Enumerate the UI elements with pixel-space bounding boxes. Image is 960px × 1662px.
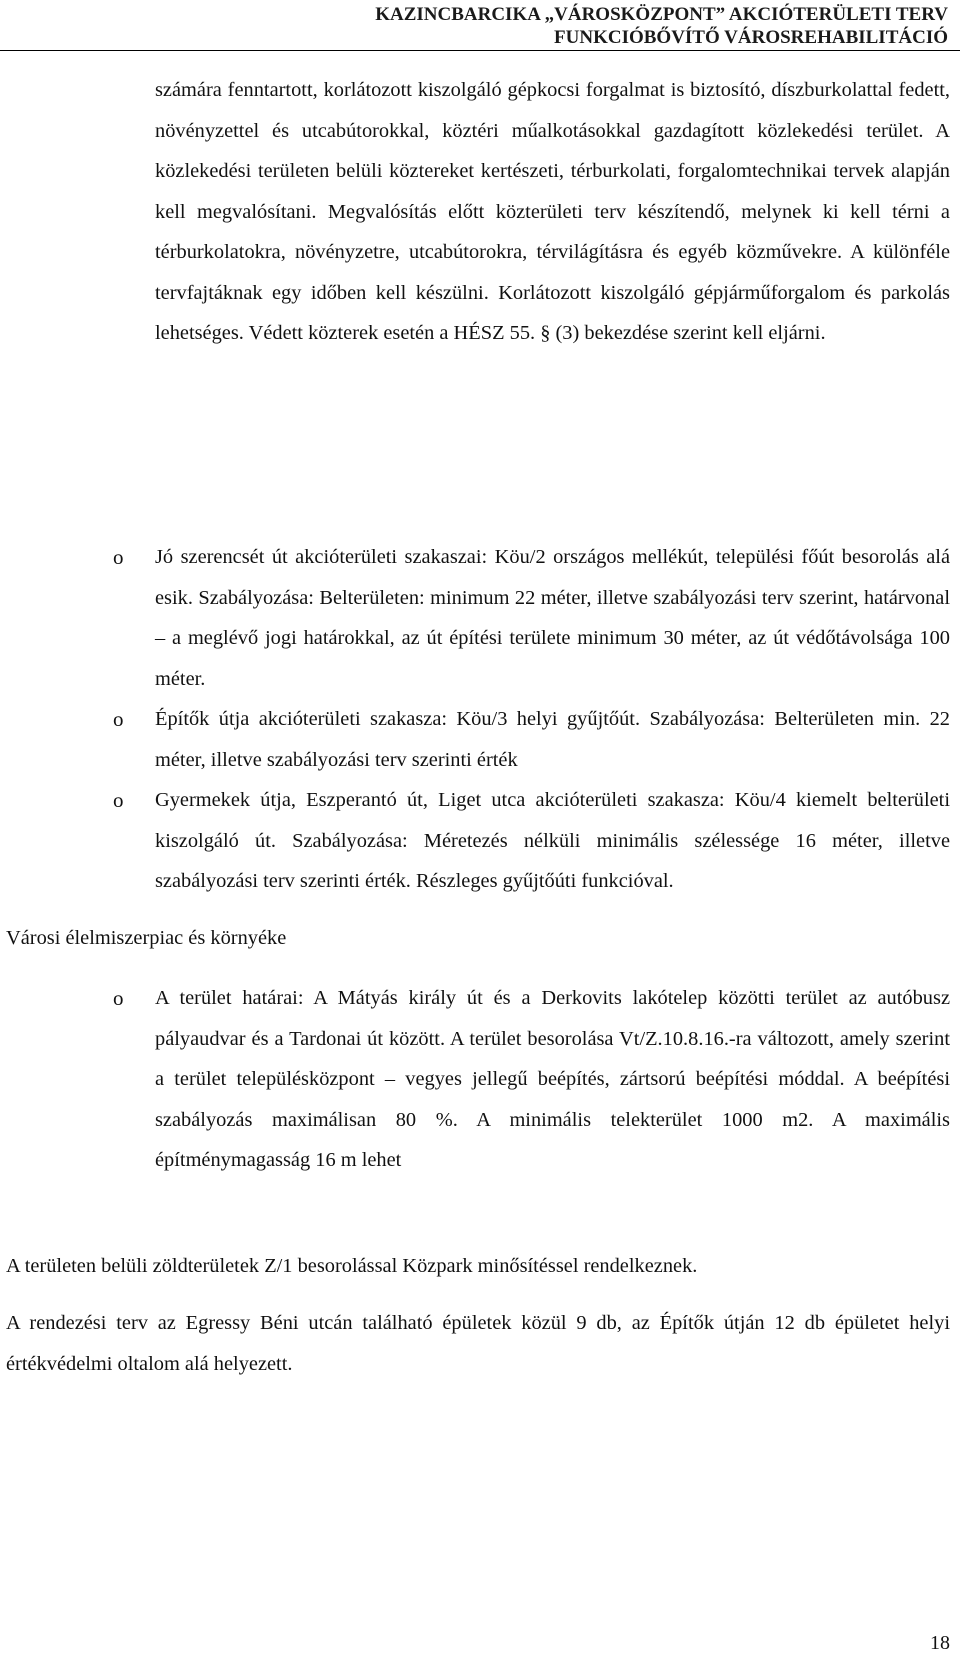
list-bullet: o: [113, 545, 124, 569]
list-item: Jó szerencsét út akcióterületi szakaszai: Köu/2 országos mellékút, települési főút besorolás alá esik. Szabályozása: Belterületen: minimum 22 méter, illetve szabályozási terv szerint, határvonal – a meglévő jogi határokkal, az út építési területe minimum 30 méter, az út védőtávolsága 100 méter.: [155, 546, 950, 690]
section-heading: Városi élelmiszerpiac és környéke: [6, 927, 287, 949]
header-title-line2: FUNKCIÓBŐVÍTŐ VÁROSREHABILITÁCIÓ: [554, 27, 948, 48]
list-bullet: o: [113, 986, 124, 1010]
list-bullet: o: [113, 788, 124, 812]
list-item: A terület határai: A Mátyás király út és a Derkovits lakótelep közötti terület az autóbusz pályaudvar és a Tardonai út között. A terület besorolása Vt/Z.10.8.16.-ra változott, amely szerint a terület településközpont – vegyes jellegű beépítés, zártsorú beépítési móddal. A beépítési szabályozás maximálisan 80 %. A minimális telekterület 1000 m2. A maximális építménymagasság 16 m lehet: [155, 987, 950, 1171]
list-bullet: o: [113, 707, 124, 731]
document-header: [375, 3, 948, 49]
header-rule: [0, 50, 960, 51]
header-title-line1: KAZINCBARCIKA „VÁROSKÖZPONT” AKCIÓTERÜLETI TERV: [375, 4, 948, 25]
list-item: Építők útja akcióterületi szakasza: Köu/3 helyi gyűjtőút. Szabályozása: Belterületen min. 22 méter, illetve szabályozási terv szerinti érték: [155, 708, 950, 771]
green-area-paragraph: A területen belüli zöldterületek Z/1 besorolással Közpark minősítéssel rendelkeznek.: [6, 1255, 698, 1277]
page-number: 18: [930, 1632, 950, 1654]
intro-paragraph: számára fenntartott, korlátozott kiszolgáló gépkocsi forgalmat is biztosító, díszburkolattal fedett, növényzettel és utcabútorokkal, köztéri műalkotásokkal gazdagított közlekedési terület. A közlekedési területen belüli köztereket kertészeti, térburkolati, forgalomtechnikai tervek alapján kell megvalósítani. Megvalósítás előtt közterületi terv készítendő, melynek ki kell térni a térburkolatokra, növényzetre, utcabútorokra, térvilágításra és egyéb közművekre. A különféle tervfajtáknak egy időben kell készülni. Korlátozott kiszolgáló gépjárműforgalom és parkolás lehetséges. Védett közterek esetén a HÉSZ 55. § (3) bekezdése szerint kell eljárni.: [155, 79, 950, 344]
heritage-protection-paragraph: A rendezési terv az Egressy Béni utcán található épületek közül 9 db, az Építők útján 12 db épületet helyi értékvédelmi oltalom alá helyezett.: [6, 1312, 950, 1375]
list-item: Gyermekek útja, Eszperantó út, Liget utca akcióterületi szakasza: Köu/4 kiemelt belterületi kiszolgáló út. Szabályozása: Méretezés nélküli minimális szélessége 16 méter, illetve szabályozási terv szerinti érték. Részleges gyűjtőúti funkcióval.: [155, 789, 950, 892]
